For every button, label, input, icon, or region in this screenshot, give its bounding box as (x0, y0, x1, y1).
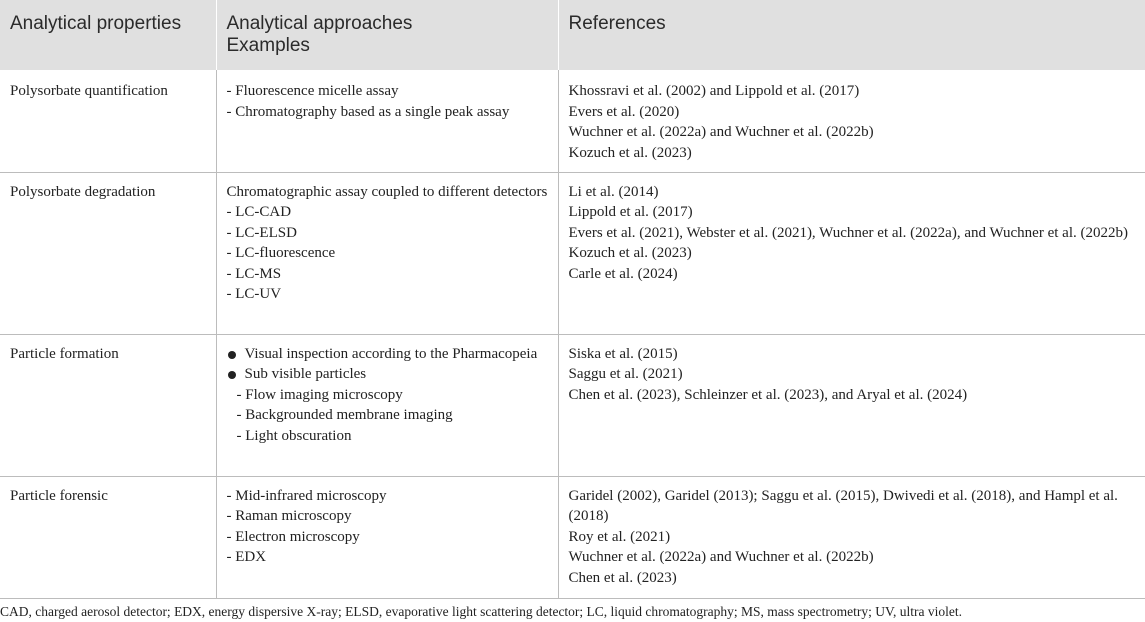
approach-item: - EDX (226, 549, 267, 565)
reference-item: Siska et al. (2015) (568, 345, 678, 362)
reference-item: Chen et al. (2023), Schleinzer et al. (2023), and Aryal et al. (2024) (568, 386, 968, 403)
table-row (0, 476, 1145, 598)
reference-item: Garidel (2002), Garidel (2013); Saggu et al. (2015), Dwivedi et al. (2018), and Hampl et al. (2018) (568, 487, 1118, 524)
reference-item: Chen et al. (2023) (568, 569, 677, 586)
reference-item: Kozuch et al. (2023) (568, 245, 692, 261)
reference-item: Roy et al. (2021) (568, 528, 671, 545)
sub-approach-item: - Flow imaging microscopy (236, 386, 403, 403)
approach-item: - LC-CAD (226, 204, 292, 220)
property-cell: Polysorbate degradation (0, 172, 216, 334)
reference-item: Evers et al. (2020) (568, 103, 680, 120)
approach-item: - Chromatography based as a single peak assay (226, 103, 510, 120)
approach-item: - LC-MS (226, 265, 282, 282)
approach-item: - Mid-infrared microscopy (226, 487, 387, 504)
approaches-cell (216, 172, 558, 334)
table-footnote: CAD, charged aerosol detector; EDX, energy dispersive X-ray; ELSD, evaporative light scattering detector; LC, liquid chromatography; MS, mass spectrometry; UV, ultra violet. (0, 604, 963, 619)
approach-item: - Fluorescence micelle assay (226, 83, 399, 99)
approaches-cell (216, 476, 558, 598)
reference-item: Carle et al. (2024) (568, 265, 678, 282)
table-header-row (0, 0, 1145, 70)
header-analytical-approaches: Analytical approaches Examples (216, 0, 558, 70)
references-cell (558, 476, 1145, 598)
bullet-item: Sub visible particles (227, 364, 548, 385)
property-cell: Polysorbate quantification (0, 70, 216, 172)
table-row (0, 70, 1145, 172)
property-cell: Particle forensic (0, 476, 216, 598)
approach-item: - LC-ELSD (226, 224, 297, 241)
header-references: References (558, 0, 1145, 70)
header-analytical-properties: Analytical properties (0, 0, 216, 70)
reference-item: Lippold et al. (2017) (568, 204, 693, 220)
references-cell (558, 70, 1145, 172)
approach-item: - LC-UV (226, 286, 282, 302)
property-cell: Particle formation (0, 334, 216, 476)
approach-intro: Chromatographic assay coupled to different detectors (226, 183, 548, 200)
sub-approach-item: - Light obscuration (236, 427, 352, 444)
table-row (0, 172, 1145, 334)
bullet-icon (228, 371, 236, 379)
reference-item: Wuchner et al. (2022a) and Wuchner et al. (2022b) (568, 549, 874, 565)
approach-item: - Raman microscopy (226, 508, 352, 524)
reference-item: Khossravi et al. (2002) and Lippold et al. (2017) (568, 83, 860, 99)
references-cell (558, 172, 1145, 334)
approach-item: - LC-fluorescence (226, 245, 336, 261)
bullet-item: Visual inspection according to the Pharmacopeia (227, 344, 548, 365)
approach-item: - Electron microscopy (226, 528, 360, 545)
reference-item: Saggu et al. (2021) (568, 366, 683, 382)
reference-item: Evers et al. (2021), Webster et al. (2021), Wuchner et al. (2022a), and Wuchner et al. (2022b) (568, 224, 1128, 241)
approaches-cell (216, 70, 558, 172)
reference-item: Li et al. (2014) (568, 183, 659, 200)
reference-item: Wuchner et al. (2022a) and Wuchner et al. (2022b) (568, 124, 874, 140)
approaches-cell (216, 334, 558, 476)
bullet-icon (228, 351, 236, 359)
sub-approach-item: - Backgrounded membrane imaging (236, 407, 453, 423)
references-cell (558, 334, 1145, 476)
table-row (0, 334, 1145, 476)
reference-item: Kozuch et al. (2023) (568, 144, 692, 161)
